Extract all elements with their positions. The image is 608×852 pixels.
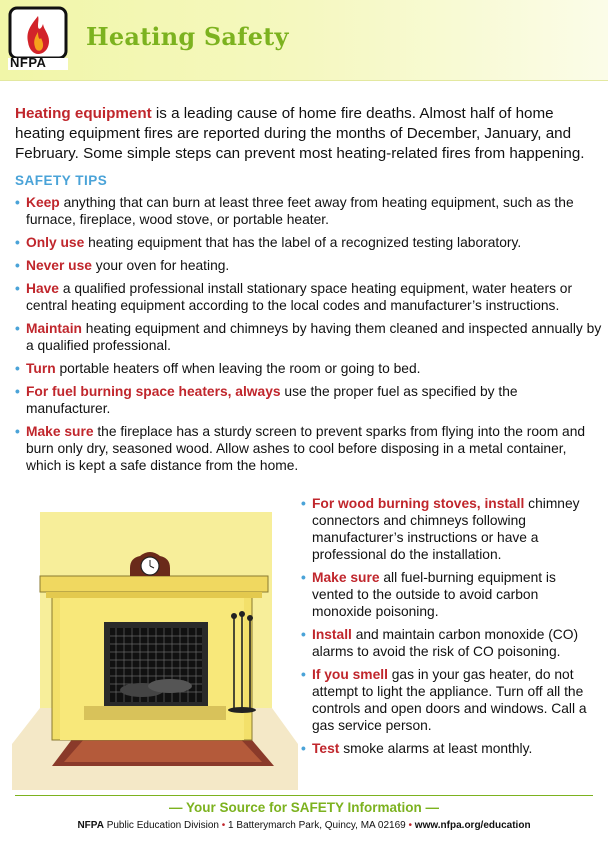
bullet-icon: •: [301, 741, 306, 756]
bullet-icon: •: [301, 627, 306, 642]
tip-item: [301, 666, 601, 734]
bullet-icon: •: [15, 195, 20, 210]
tip-item: [301, 495, 601, 563]
footer-address: [0, 820, 608, 831]
tip-text: and maintain carbon monoxide (CO) alarms to avoid the risk of CO poisoning.: [312, 627, 579, 659]
tip-text: use the proper fuel as specified by the manufacturer.: [26, 384, 518, 416]
safety-tips-list: [15, 194, 605, 480]
tip-item: [15, 423, 605, 474]
tip-lead: Keep: [26, 195, 60, 210]
footer-url[interactable]: www.nfpa.org/education: [412, 820, 531, 831]
header-banner: [0, 0, 608, 81]
tip-lead: Only use: [26, 235, 85, 250]
bullet-icon: •: [15, 258, 20, 273]
tip-lead: Test: [312, 741, 340, 756]
separator-dot-icon: •: [221, 820, 226, 831]
tip-lead: Have: [26, 281, 59, 296]
footer-street: 1 Batterymarch Park, Quincy, MA 02169: [225, 820, 409, 831]
tip-text: heating equipment and chimneys by having them cleaned and inspected annually by a qualified professional.: [26, 321, 602, 353]
logo-text: NFPA: [10, 55, 47, 70]
safety-tips-list-2: [301, 495, 601, 763]
tip-text: all fuel-burning equipment is vented to the outside to avoid carbon monoxide poisoning.: [312, 570, 556, 619]
bullet-icon: •: [15, 424, 20, 439]
footer-tagline: — Your Source for SAFETY Information —: [168, 800, 440, 815]
tip-text: portable heaters off when leaving the room or going to bed.: [55, 361, 421, 376]
bullet-icon: •: [301, 667, 306, 682]
bullet-icon: •: [301, 570, 306, 585]
tip-lead: Install: [312, 627, 352, 642]
tip-item: [15, 360, 605, 377]
tip-lead: Never use: [26, 258, 92, 273]
tip-text: a qualified professional install stationary space heating equipment, water heaters or central heating equipment according to the local codes and manufacturer’s instructions.: [26, 281, 573, 313]
page-title: Heating Safety: [86, 22, 289, 51]
tip-lead: For fuel burning space heaters, always: [26, 384, 281, 399]
tip-item: [15, 383, 605, 417]
bullet-icon: •: [15, 321, 20, 336]
tip-item: [301, 626, 601, 660]
bullet-icon: •: [15, 384, 20, 399]
separator-dot-icon: •: [408, 820, 413, 831]
safety-tips-heading: SAFETY TIPS: [15, 173, 108, 188]
tip-lead: Make sure: [312, 570, 380, 585]
tip-item: [15, 320, 605, 354]
tip-lead: If you smell: [312, 667, 388, 682]
footer-divider: [15, 795, 593, 796]
tip-lead: Make sure: [26, 424, 94, 439]
bullet-icon: •: [15, 361, 20, 376]
bullet-icon: •: [15, 235, 20, 250]
tip-item: [15, 234, 605, 251]
tip-text: chimney connectors and chimneys following manufacturer’s instructions or have a professional do the installation.: [312, 496, 580, 562]
tip-lead: Maintain: [26, 321, 82, 336]
tip-text: gas in your gas heater, do not attempt to light the appliance. Turn off all the controls and open doors and windows. Call a gas service person.: [312, 667, 587, 733]
tip-lead: Turn: [26, 361, 56, 376]
tip-text: heating equipment that has the label of a recognized testing laboratory.: [84, 235, 522, 250]
footer-division: Public Education Division: [103, 820, 219, 831]
intro-lead: Heating equipment: [15, 105, 152, 122]
bullet-icon: •: [15, 281, 20, 296]
tip-item: [15, 280, 605, 314]
intro-body: is a leading cause of home fire deaths. Almost half of home heating equipment fires are reported during the months of December, January, and February. Some simple steps can prevent most heating-related fires from happening.: [15, 105, 585, 162]
tip-item: [301, 569, 601, 620]
footer-org: NFPA: [77, 820, 104, 831]
tip-text: the fireplace has a sturdy screen to prevent sparks from flying into the room and burn only dry, seasoned wood. Allow ashes to cool before disposing in a metal container, which is kept a safe distance from the home.: [26, 424, 586, 473]
tip-text: smoke alarms at least monthly.: [339, 741, 533, 756]
tip-item: [15, 257, 605, 274]
fireplace-illustration: [12, 494, 298, 790]
bullet-icon: •: [301, 496, 306, 511]
intro-paragraph: [15, 104, 597, 164]
tip-item: [15, 194, 605, 228]
tip-text: anything that can burn at least three feet away from heating equipment, such as the furnace, fireplace, wood stove, or portable heater.: [26, 195, 574, 227]
tip-lead: For wood burning stoves, install: [312, 496, 525, 511]
tip-text: your oven for heating.: [91, 258, 230, 273]
tip-item: [301, 740, 601, 757]
